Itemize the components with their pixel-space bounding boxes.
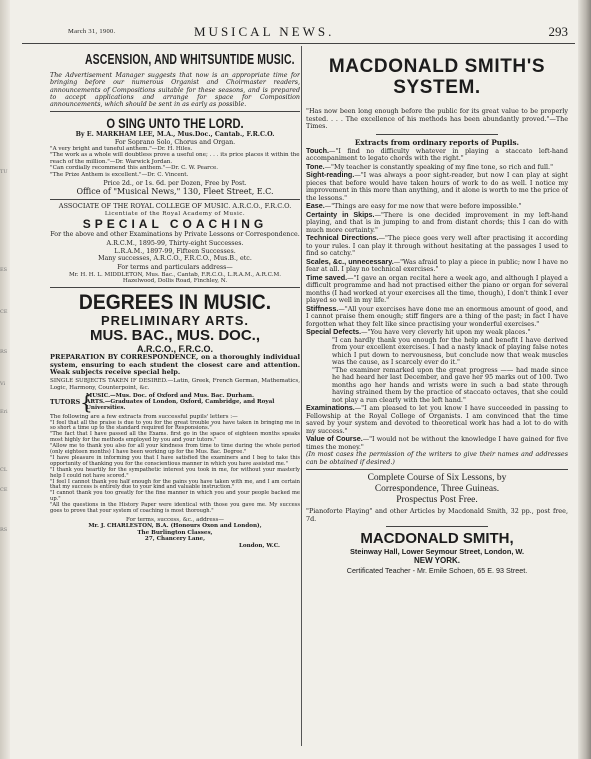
arco-line: A.R.C.M., 1895-99, Thirty-eight Successes. [106, 240, 244, 248]
left-column [50, 46, 300, 751]
degrees-musbac: MUS. BAC., MUS. DOC., [89, 327, 260, 345]
right-column [306, 46, 568, 751]
binding-mark: CE [0, 487, 8, 493]
degrees-address: London, W.C. [239, 542, 280, 549]
header-rule [22, 43, 575, 44]
special-coaching: SPECIAL COACHING [82, 217, 268, 232]
tutor-music: MUSIC.—Mus. Doc. of Oxford and Mus. Bac. Durham. [86, 392, 254, 399]
report-text: —"Things are easy for me now that were before impossible." [324, 202, 522, 210]
report-keyword: Ease. [306, 201, 325, 210]
report-item [306, 171, 568, 202]
degrees-title: DEGREES IN MUSIC. [78, 291, 272, 315]
divider [50, 287, 300, 288]
binding-mark: CL [0, 467, 8, 473]
degrees-prep: PREPARATION BY CORRESPONDENCE, on a thoroughly individual system, ensuring to each student the closest care and attention. Weak subjects receive special help. [50, 353, 300, 376]
osing-author: By E. MARKHAM LEE, M.A., Mus.Doc., Cantab., F.R.C.O. [75, 131, 275, 139]
ascension-advert [50, 52, 300, 108]
osing-office: Office of "Musical News," 130, Fleet Street, E.C. [76, 187, 274, 197]
pupil-letter: "I feel that all the praise is due to you for the great trouble you have taken in bringing me in so short a time up to the standard required for Responsions." [50, 419, 300, 432]
macdonald-title: MACDONALD SMITH'S [328, 56, 546, 77]
pupil-letter: "All the questions in the History Paper were identical with those you gave me. My success goes to prove that your system of coaching is most thorough." [50, 502, 300, 515]
report-keyword: Tone. [306, 161, 325, 171]
report-item [306, 274, 568, 305]
arco-line: Many successes, A.R.C.O., F.R.C.O., Mus.B., etc. [98, 255, 252, 262]
report-item [306, 404, 568, 435]
report-keyword: Touch. [306, 145, 330, 155]
divider [50, 111, 300, 112]
osing-quote: "The Prize Anthem is excellent."—Dr. C. Vincent. [50, 171, 189, 178]
pupil-letter: "I thank you heartily for the sympathetic interest you took in me, for without your masterly help I could not have scored." [50, 466, 300, 479]
divider [306, 469, 568, 470]
page-number: 293 [548, 24, 568, 39]
times-quote: "Has now been long enough before the public for its great value to be properly tested. . . . The excellence of his methods has been abundantly proved."—The Times. [306, 107, 568, 130]
divider [50, 199, 300, 200]
binding-mark: Eri [0, 409, 8, 415]
report-text: —"I am pleased to let you know I have succeeded in passing to Fellowship at the Royal College of Organists. I am convinced that the time saved by your system and devoted to theoretical work has had a lot to do with my success." [306, 404, 568, 435]
extracts-title: Extracts from ordinary reports of Pupils. [354, 137, 520, 147]
report-text: —"I gave an organ recital here a week ago, and although I played a difficult programme and had not practised either the piano or organ for several months (I had worked at your exercises all the time, though), I don't think I ever played so well in my life." [306, 273, 568, 304]
report-text: —"The piece goes very well after practising it according to your rules. I can play it through without hesitating at the passages I used to find so catchy." [306, 234, 568, 257]
course-line: Complete Course of Six Lessons, by [367, 473, 507, 483]
report-keyword: Scales, &c., unnecessary. [306, 256, 394, 266]
report-keyword: Technical Directions. [306, 233, 379, 242]
binding-mark: CE [0, 309, 8, 315]
tutors-block [50, 390, 300, 415]
osing-quote: "The work as a whole will doubtless prove a useful one; . . . its price places it within the reach of the million."—Dr. Warwick Jordan. [50, 152, 300, 165]
divider [386, 526, 488, 527]
masthead-title: MUSICAL NEWS. [194, 24, 335, 39]
report-text: —"You have very cleverly hit upon my weak places." [361, 328, 531, 336]
report-text: —"My teacher is constantly speaking of my fine tone, so rich and full." [324, 162, 554, 171]
report-text: —"All your exercises have done me an enormous amount of good, and I cannot praise them enough; stiff fingers are a thing of the past; in fact I have forgotten what they felt like since practising your wonderful exercises." [306, 304, 568, 328]
newyork-heading: NEW YORK. [413, 556, 461, 565]
pupil-letter: "The fact that I have passed all the Exams. first go in the space of eighteen months speaks most highly for the methods employed by you and your tutors." [50, 431, 300, 444]
report-keyword: Stiffness. [306, 303, 339, 313]
arco-address: Mr. H. H. L. MIDDLETON, Mus. Bac., Cantab, F.R.C.O., L.R.A.M., A.R.C.M. [69, 271, 281, 278]
report-keyword: Examinations. [306, 403, 355, 412]
pupil-letter: "I feel I cannot thank you half enough for the pains you have taken with me, and I am certain that my success is entirely due to your kind and valuable instruction." [50, 478, 300, 491]
issue-date: March 31, 1900. [68, 28, 116, 35]
degrees-advert [50, 291, 300, 549]
pupil-letter: "I cannot thank you too greatly for the fine manner in which you and your people backed me up." [50, 490, 300, 503]
page-binding [0, 0, 10, 759]
report-keyword: Time saved. [306, 272, 348, 282]
degrees-address: The Burlington Classes, [137, 529, 213, 536]
letters-intro: The following are a few extracts from successful pupils' letters :— [50, 414, 238, 421]
binding-mark: RS [0, 349, 8, 355]
osing-quote: "A very bright and tuneful anthem."—Dr. H. Hiles. [50, 146, 193, 153]
report-text: —"There is one decided improvement in my left-hand playing, and that is in jumping to and from distant chords; this I can do with much more certainty." [306, 210, 568, 234]
ascension-title: ASCENSION, AND WHITSUNTIDE MUSIC. [85, 52, 295, 68]
report-keyword: Certainty in Skips. [306, 209, 375, 219]
arco-line: L.R.A.M., 1897-99, Fifteen Successes. [114, 247, 236, 255]
pupil-letter: "I have pleasure in informing you that I have satisfied the examiners and I beg to take this opportunity of thanking you for the conscientious manner in which you have assisted me." [50, 454, 300, 467]
report-item [306, 305, 568, 329]
osing-advert [50, 115, 300, 196]
ascension-body: The Advertisement Manager suggests that now is an appropriate time for bringing before our numerous Organist and Choirmaster readers, announcements of Compositions suitable for these seasons, and is prepared to accept applications and arrange for space for Composition announcements, which should be sent in as early as possible. [50, 72, 300, 109]
arco-subtitle: Licentiate of the Royal Academy of Music. [104, 210, 246, 217]
report-keyword: Special Defects. [306, 327, 362, 336]
brace-icon: { [80, 390, 93, 415]
macdonald-address: Steinway Hall, Lower Seymour Street, London, W. [349, 547, 525, 556]
degrees-single: SINGLE SUBJECTS TAKEN IF DESIRED.—Latin, Greek, French German, Mathematics, Logic, Harmony, Counterpoint, &c. [50, 378, 300, 391]
macdonald-title-system: SYSTEM. [393, 77, 481, 98]
arco-advert [50, 203, 300, 284]
course-line: Prospectus Post Free. [396, 495, 478, 505]
report-text: —"Was afraid to play a piece in public; now I have no fear at all. I play no technical exercises." [306, 257, 568, 273]
report-item [306, 234, 568, 258]
binding-mark: Vi [0, 381, 6, 387]
pupil-letter: "Allow me to thank you also for all your kindness from time to time during the whole period (only eighteen months) I have been working up for the Mus. Bac. Degree." [50, 443, 300, 456]
degrees-address: 27, Chancery Lane, [144, 536, 206, 543]
degrees-arco: A.R.C.O., F.R.C.O. [136, 344, 213, 355]
macdonald-name: MACDONALD SMITH, [360, 530, 514, 547]
tutors-label: TUTORS [50, 398, 81, 406]
course-line: Correspondence, Three Guineas. [374, 484, 500, 494]
report-continuation: "I can hardly thank you enough for the help and benefit I have derived from your excellent exercises. I had a nasty knack of playing false notes which I put down to nervousness, but conclude now that weak muscles was the cause, as I scarcely ever do it." [332, 335, 568, 366]
osing-quote: "Can cordially recommend this anthem."—Dr. C. W. Pearce. [50, 165, 219, 172]
tutor-arts: ARTS.—Graduates of London, Oxford, Cambridge, and Royal Universities. [86, 398, 275, 412]
report-item [306, 211, 568, 235]
binding-mark: ES [0, 267, 8, 273]
arco-title: ASSOCIATE OF THE ROYAL COLLEGE OF MUSIC. A.R.C.O., F.R.C.O. [58, 202, 292, 211]
divider [376, 134, 498, 135]
osing-title: O SING UNTO THE LORD. [106, 115, 244, 132]
column-divider [301, 46, 302, 746]
degrees-terms: For terms, success, &c., address— [126, 517, 224, 524]
report-text: —"I would not be without the knowledge I have gained for five times the money." [306, 435, 568, 451]
newyork-teacher: Certificated Teacher - Mr. Emile Schoen, 65 E. 93 Street. [346, 566, 528, 575]
report-text: —"I was always a poor sight-reader, but now I can play at sight pieces that before would have taken hours of work to do as well. I notice my improvement in this more than anything, and it alone is worth to me the price of the lessons." [306, 171, 568, 202]
binding-mark: RS [0, 527, 8, 533]
degrees-prelim: PRELIMINARY ARTS. [101, 313, 249, 329]
page-edge [578, 0, 591, 759]
report-keyword: Value of Course. [306, 434, 363, 443]
binding-mark: TU [0, 169, 8, 175]
report-item [306, 258, 568, 274]
report-text: —"I find no difficulty whatever in playing a staccato left-hand accompaniment to legato chords with the right." [306, 146, 568, 162]
arco-address: Hazelwood, Dollis Road, Finchley, N. [122, 278, 228, 284]
report-item [306, 147, 568, 163]
report-item [306, 435, 568, 451]
page-header [18, 24, 574, 40]
degrees-address: Mr. J. CHARLESTON, B.A. (Honours Oxon and London), [88, 523, 262, 530]
arco-for: For the above and other Examinations by Private Lessons or Correspondence. [50, 231, 300, 239]
osing-price: Price 2d., or 1s. 6d. per Dozen, Free by Post. [103, 180, 247, 188]
osing-for: For Soprano Solo, Chorus and Organ. [114, 138, 236, 146]
arco-terms: For terms and particulars address— [117, 264, 233, 272]
report-keyword: Sight-reading. [306, 170, 355, 179]
permission-note: (In most cases the permission of the writers to give their names and addresses can be obtained if desired.) [306, 450, 568, 466]
report-continuation: "The examiner remarked upon the great progress —— had made since he had heard her last December, and gave her 95 marks out of 100. Two months ago her hands and wrists were in such a bad state through having strained them by the practice of staccato octaves, that she could not play a run clearly with the left hand." [332, 365, 568, 404]
pianoforte-line: "Pianoforte Playing" and other Articles by Macdonald Smith, 32 pp., post free, 7d. [306, 507, 568, 523]
